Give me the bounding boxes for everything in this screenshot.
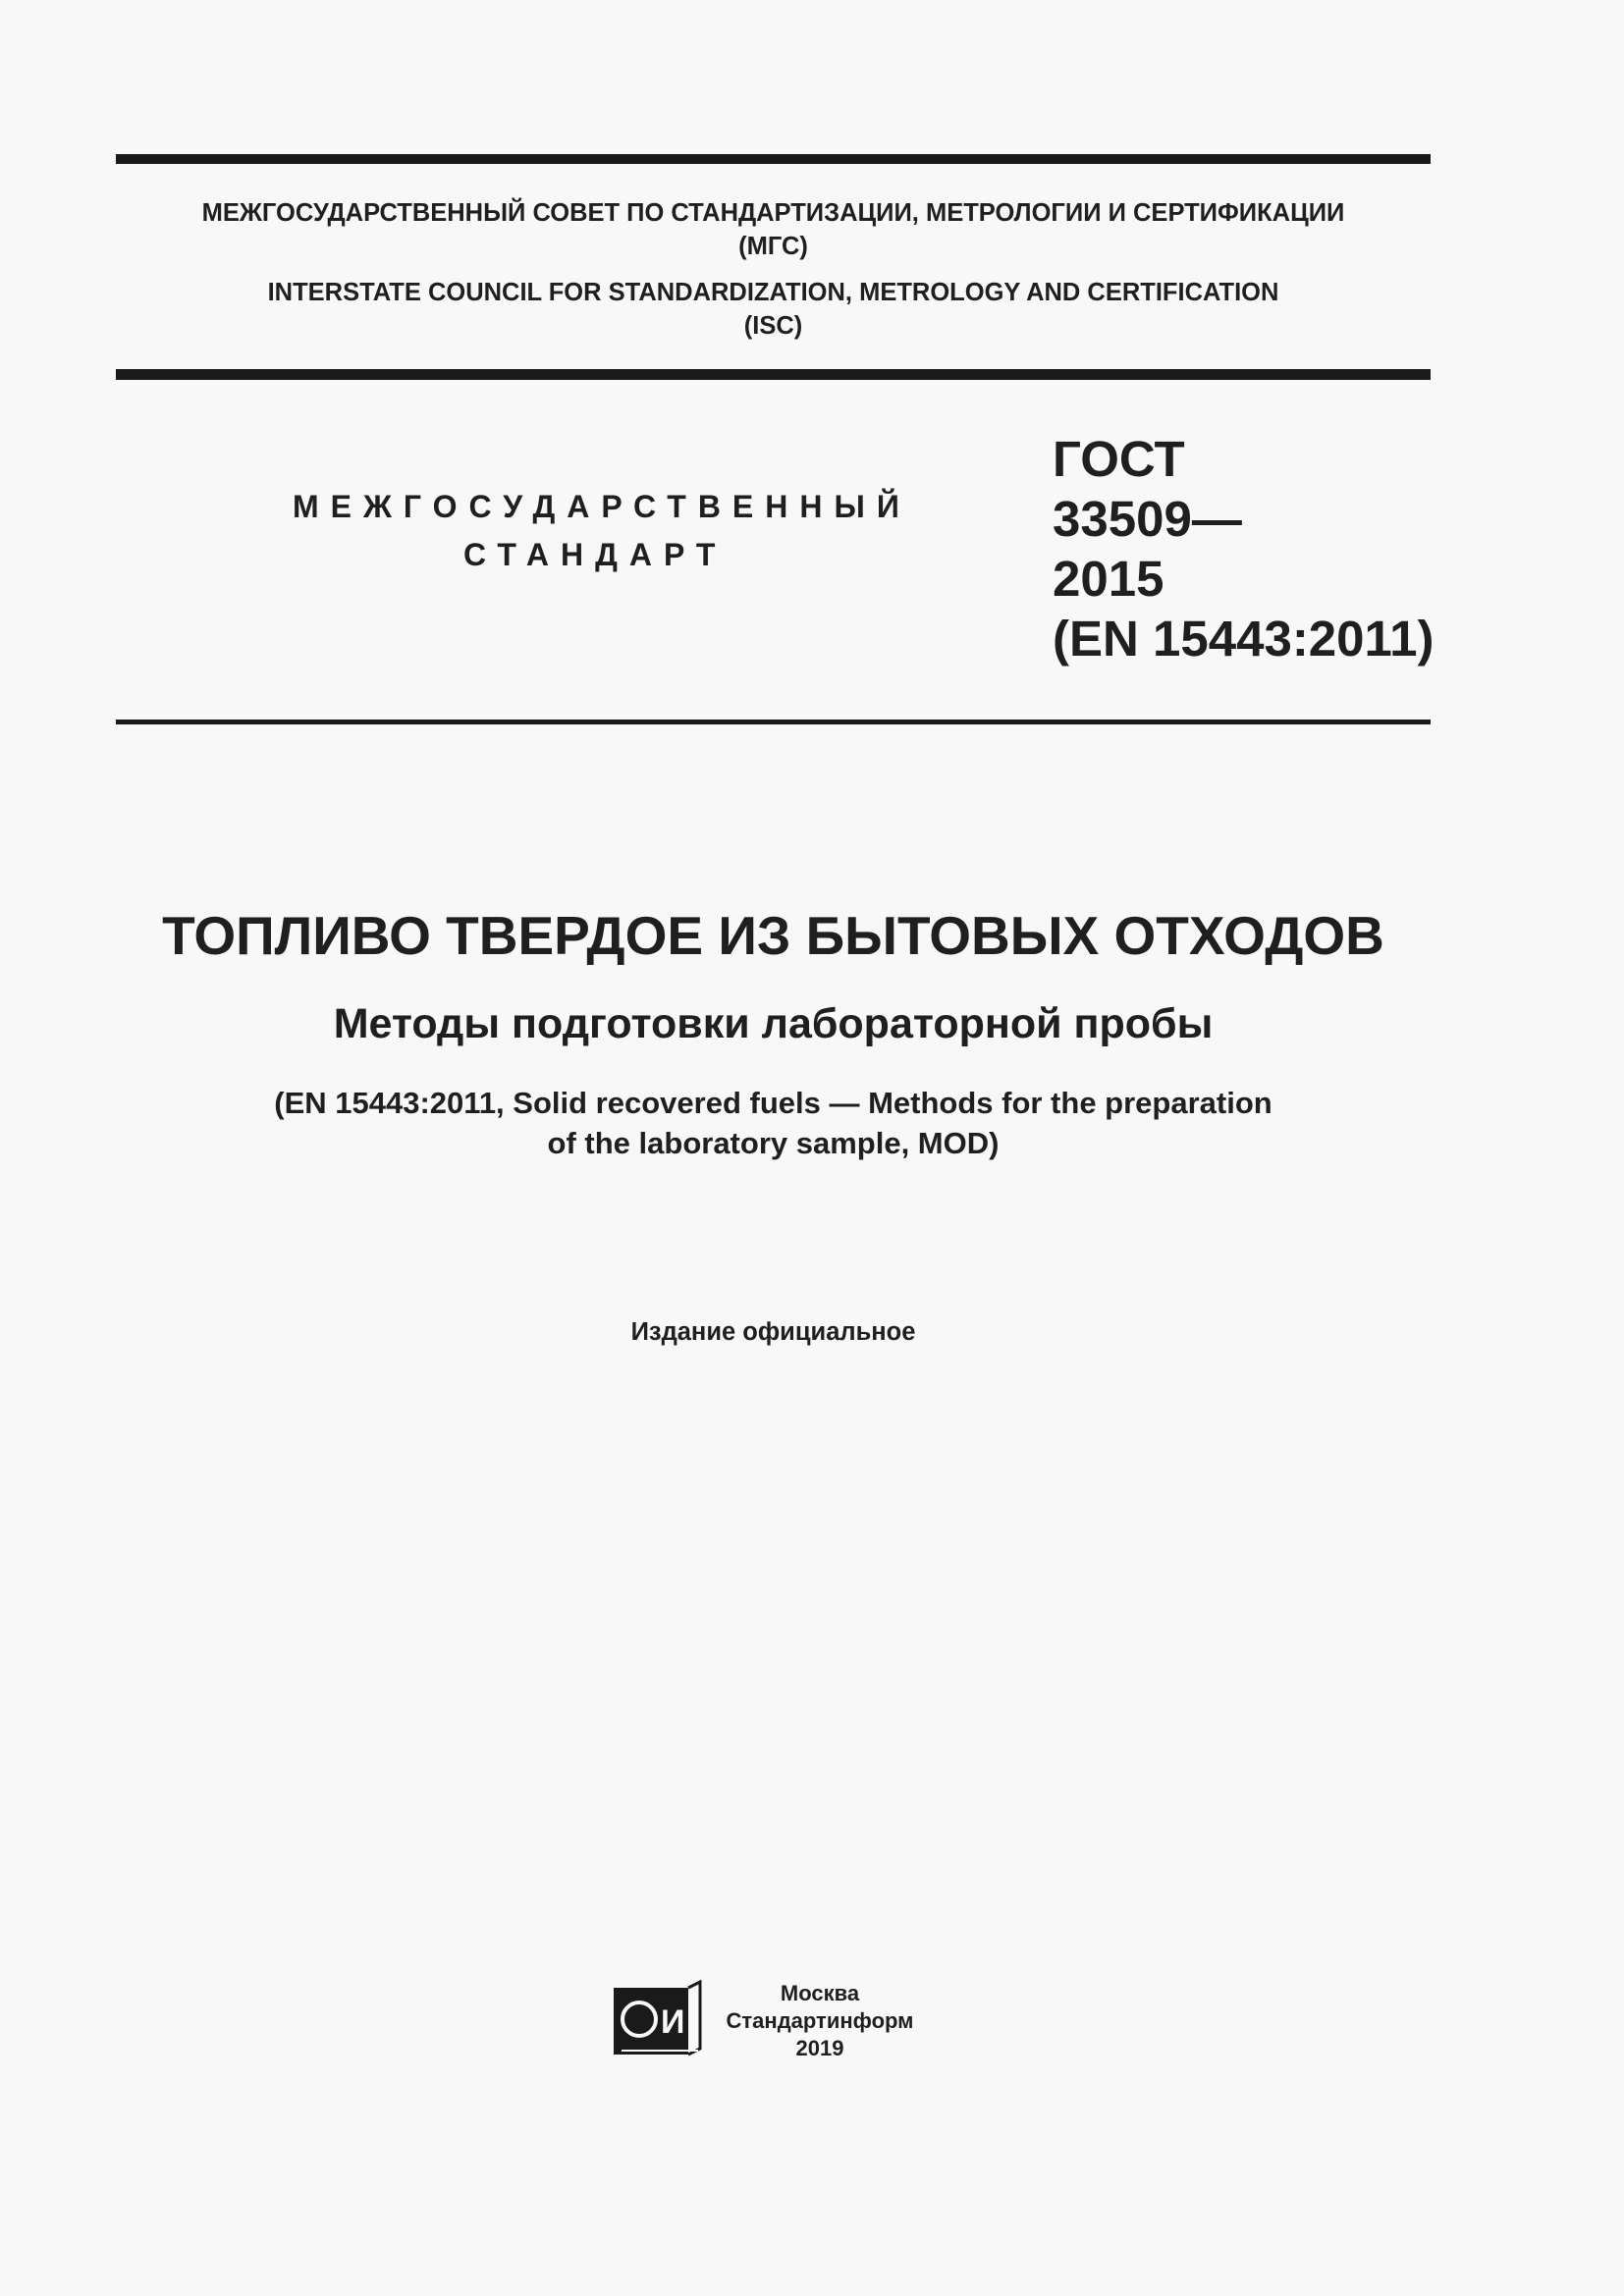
english-reference: [116, 1083, 1431, 1163]
standard-type-line2: СТАНДАРТ: [463, 537, 728, 572]
council-name-en: [116, 276, 1431, 343]
designation-number: 33509—: [1053, 491, 1242, 547]
standard-type-line1: МЕЖГОСУДАРСТВЕННЫЙ: [293, 489, 911, 524]
standartinform-logo-icon: [612, 1980, 702, 2058]
publisher-text: [702, 1980, 938, 2062]
document-title: ТОПЛИВО ТВЕРДОЕ ИЗ БЫТОВЫХ ОТХОДОВ: [162, 905, 1384, 966]
svg-text:И: И: [661, 2003, 685, 2041]
designation-gost: ГОСТ: [1053, 431, 1185, 487]
publisher-city: Москва: [780, 1981, 860, 2005]
edition-note: Издание официальное: [630, 1318, 916, 1346]
bottom-rule: [116, 720, 1431, 724]
designation-en-equivalent: (EN 15443:2011): [1053, 611, 1435, 667]
publisher-name: Стандартинформ: [726, 2008, 914, 2033]
council-en-abbr: (ISC): [743, 312, 803, 340]
council-en-line: INTERSTATE COUNCIL FOR STANDARDIZATION, METROLOGY AND CERTIFICATION: [267, 279, 1279, 306]
designation-year: 2015: [1053, 551, 1164, 607]
council-ru-line: МЕЖГОСУДАРСТВЕННЫЙ СОВЕТ ПО СТАНДАРТИЗАЦИИ, МЕТРОЛОГИИ И СЕРТИФИКАЦИИ: [201, 199, 1345, 227]
standard-designation: [1053, 429, 1434, 668]
document-subtitle: Методы подготовки лабораторной пробы: [333, 1000, 1214, 1047]
publisher-block: [612, 1980, 946, 2058]
publisher-year: 2019: [795, 2036, 844, 2060]
council-ru-abbr: (МГС): [738, 233, 808, 260]
council-name-ru: [116, 196, 1431, 263]
english-reference-line2: of the laboratory sample, MOD): [547, 1126, 1000, 1160]
top-rule: [116, 154, 1431, 164]
middle-rule: [116, 369, 1431, 380]
english-reference-line1: (EN 15443:2011, Solid recovered fuels — Methods for the preparation: [274, 1086, 1272, 1120]
